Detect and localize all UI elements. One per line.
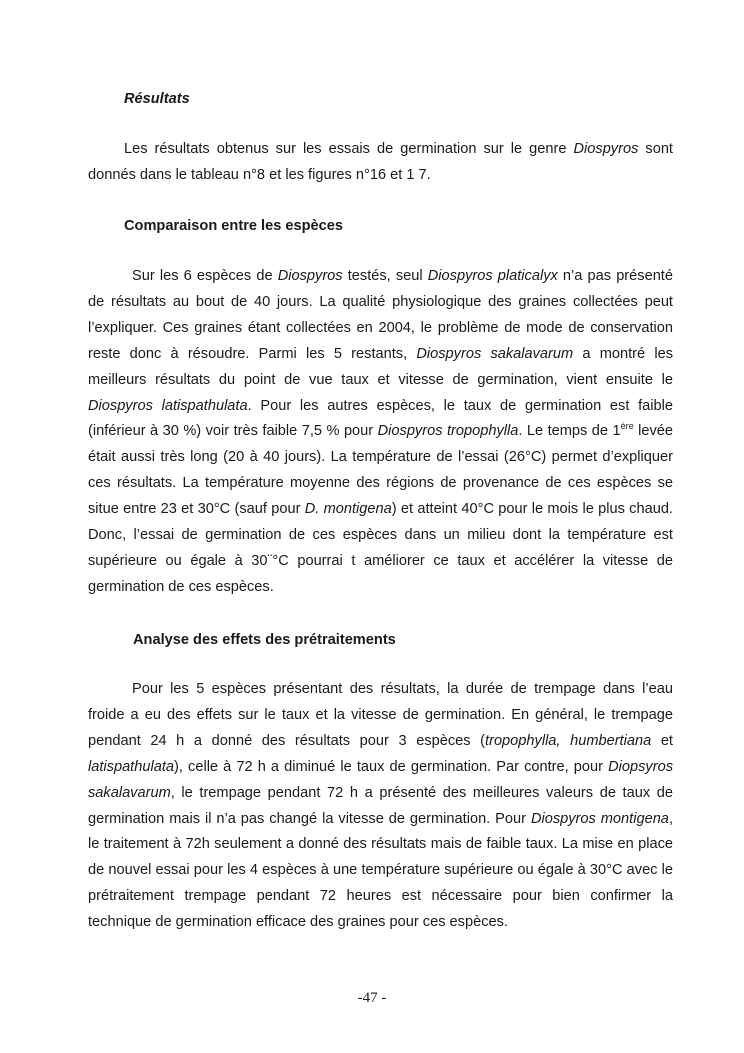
species-name: Diopsyros sakalavarum <box>88 758 673 801</box>
species-name: Diospyros sakalavarum <box>416 345 574 362</box>
paragraph-species-comparison: Sur les 6 espèces de Diospyros testés, seul Diospyros platicalyx n’a pas présenté de résultats au bout de 40 jours. La qualité physiologique des graines collectées peut l’expliquer. Ces graines étant collectées en 2004, le problème de mode de conservation reste donc à résoudre. Parmi les 5 restants, Diospyros sakalavarum a montré les meilleurs résultats du point de vue taux et vitesse de germination, vient ensuite le Diospyros latispathulata. Pour les autres espèces, le taux de germination est faible (inférieur à 30 %) voir très faible 7,5 % pour Diospyros tropophylla. Le temps de 1ère levée était aussi très long (20 à 40 jours). La température de l’essai (26°C) permet d’expliquer ces résultats. La température moyenne des régions de provenance de ces espèces se situe entre 23 et 30°C (sauf pour D. montigena) et atteint 40°C pour le mois le plus chaud. Donc, l’essai de germination de ces espèces dans un milieu dont la température est supérieure ou égale à 30¨°C pourrai t améliorer ce taux et accélérer la vitesse de germination de ces espèces. <box>88 268 673 595</box>
genus-name: Diospyros <box>573 141 639 157</box>
species-name: Diospyros montigena <box>530 810 669 827</box>
species-name: Diospyros latispathulata <box>88 397 248 414</box>
section-heading-results: Résultats <box>124 91 190 107</box>
paragraph-results-intro: Les résultats obtenus sur les essais de germination sur le genre Diospyros sont donnés dans le tableau n°8 et les figures n°16 et 1 7. <box>88 141 673 183</box>
paragraph-pretreatment-analysis: Pour les 5 espèces présentant des résultats, la durée de trempage dans l’eau froide a eu des effets sur le taux et la vitesse de germination. En général, le trempage pendant 24 h a donné des résultats pour 3 espèces (tropophylla, humbertiana et latispathulata), celle à 72 h a diminué le taux de germination. Par contre, pour Diopsyros sakalavarum, le trempage pendant 72 h a présenté des meilleures valeurs de taux de germination mais il n’a pas changé la vitesse de germination. Pour Diospyros montigena, le traitement à 72h seulement a donné des résultats mais de faible taux. La mise en place de nouvel essai pour les 4 espèces à une température supérieure ou égale à 30°C avec le prétraitement trempage pendant 72 heures est nécessaire pour bien confirmer la technique de germination efficace des graines pour ces espèces. <box>88 681 673 931</box>
genus-name: Diospyros <box>277 268 343 284</box>
species-name: D. montigena <box>304 501 392 518</box>
species-name: Diospyros tropophylla <box>377 423 519 440</box>
page-number: -47 - <box>357 990 387 1006</box>
section-heading-analysis: Analyse des effets des prétraitements <box>133 632 396 648</box>
species-name: latispathulata <box>88 758 175 775</box>
species-name: tropophylla, humbertiana <box>485 732 652 749</box>
superscript: ère <box>620 421 634 432</box>
section-heading-comparison: Comparaison entre les espèces <box>124 218 344 234</box>
species-name: Diospyros platicalyx <box>427 268 558 284</box>
